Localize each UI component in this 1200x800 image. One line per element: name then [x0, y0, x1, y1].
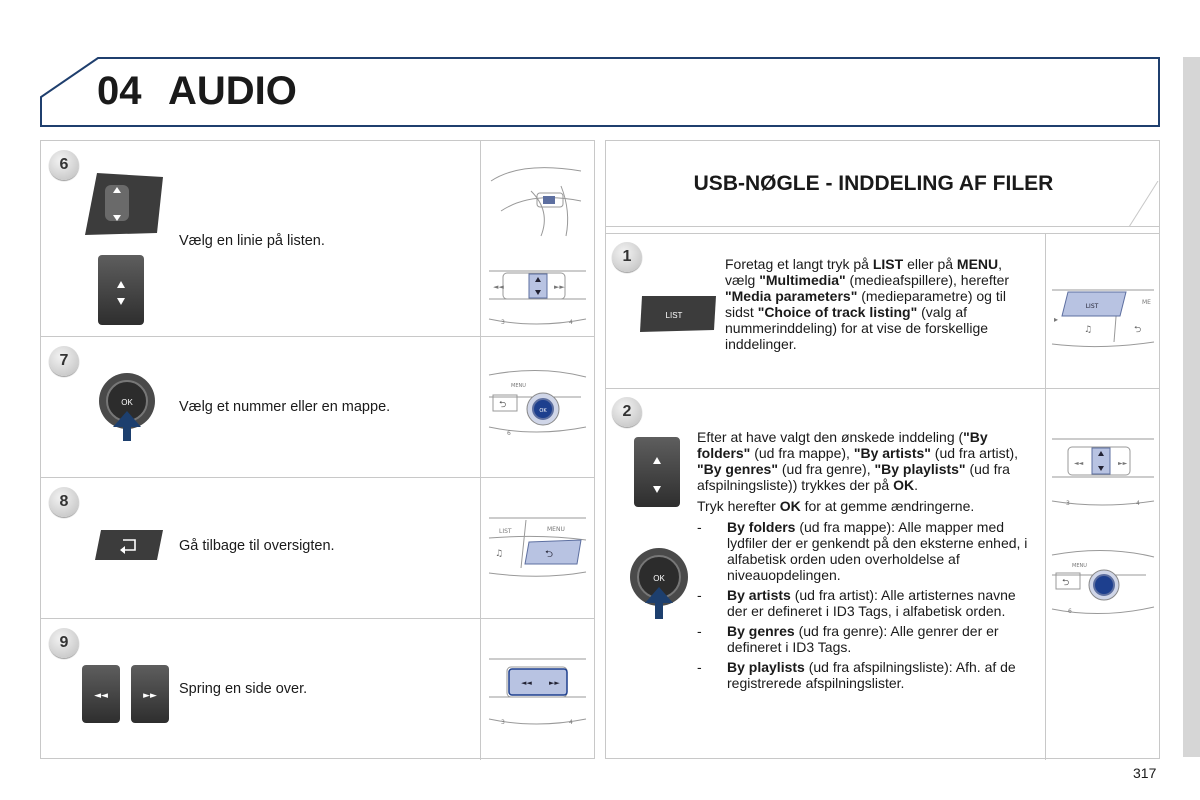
svg-text:♫: ♫ [495, 549, 504, 559]
svg-text:OK: OK [539, 408, 547, 414]
bullet-by-playlists: - By playlists (ud fra afspilningsliste): Afh. af de registrerede afspilningslister. [697, 659, 1016, 691]
svg-text:LIST: LIST [1085, 303, 1099, 310]
ok-knob-icon [97, 371, 157, 443]
usb-title-box [606, 141, 1159, 227]
chapter-title: AUDIO [168, 69, 297, 113]
step-text-9: Spring en side over. [179, 681, 308, 697]
steps-panel-right [605, 140, 1160, 759]
svg-text:OK: OK [653, 574, 665, 583]
step-badge-1: 1 [612, 242, 642, 272]
step-text-6: Vælg en linie på listen. [179, 233, 325, 249]
illustration-cell-2 [1045, 389, 1159, 760]
step-row-8 [41, 478, 594, 619]
svg-text:◄◄: ◄◄ [521, 679, 532, 687]
skip-buttons-console-illustration [481, 619, 594, 760]
step-text-8: Gå tilbage til oversigten. [179, 538, 335, 554]
steering-wheel-control-illustration [481, 141, 594, 337]
svg-text:►►: ►► [554, 283, 565, 291]
svg-text:MENU: MENU [511, 383, 526, 389]
chapter-number: 04 [97, 69, 142, 113]
step-badge-7: 7 [49, 346, 79, 376]
svg-text:◄◄: ◄◄ [1074, 460, 1084, 467]
svg-text:3: 3 [501, 319, 505, 326]
step-badge-2: 2 [612, 397, 642, 427]
step-row-6 [41, 141, 594, 337]
step-block-2 [606, 389, 1159, 760]
svg-text:♫: ♫ [1084, 325, 1093, 335]
step-block-1 [606, 233, 1159, 389]
svg-text:4: 4 [569, 319, 573, 326]
illustration-cell-7 [480, 337, 594, 477]
forward-page-button-icon [131, 665, 169, 723]
svg-text:⮌: ⮌ [1134, 325, 1142, 335]
svg-text:⮌: ⮌ [499, 400, 507, 410]
step-text-2 [697, 429, 1037, 691]
svg-text:MENU: MENU [1072, 563, 1087, 569]
step-2-save-note: Tryk herefter OK for at gemme ændringerne. [697, 498, 975, 514]
svg-text:OK: OK [121, 398, 133, 407]
svg-text:◄◄: ◄◄ [493, 283, 504, 291]
step-2-console-illustrations [1046, 389, 1159, 760]
usb-section-title: USB-NØGLE - INDDELING AF FILER [693, 172, 1054, 195]
chapter-header [40, 57, 1160, 127]
svg-text:3: 3 [1066, 500, 1070, 507]
bullet-by-folders: - By folders (ud fra mappe): Alle mapper med lydfiler der er genkendt på den eksterne enhed, i alfabetisk orden uden overholdelse af niveauopdelingen. [697, 519, 1028, 583]
svg-text:ME: ME [1142, 299, 1151, 306]
step-row-9 [41, 619, 594, 760]
bullet-by-genres: - By genres (ud fra genre): Alle genrer der er defineret i ID3 Tags. [697, 623, 999, 655]
svg-text:◄◄: ◄◄ [94, 691, 108, 701]
svg-text:►►: ►► [549, 679, 560, 687]
ok-knob-icon-2 [628, 547, 690, 621]
ok-knob-console-illustration [481, 337, 594, 478]
svg-text:⮌: ⮌ [1062, 578, 1070, 588]
up-down-button-icon-2 [634, 437, 680, 507]
back-button-console-illustration [481, 478, 594, 619]
illustration-cell-8 [480, 478, 594, 618]
svg-text:4: 4 [569, 719, 573, 726]
illustration-cell-1 [1045, 234, 1159, 388]
svg-text:3: 3 [501, 719, 505, 726]
back-button-icon [93, 528, 165, 562]
svg-text:MENU: MENU [547, 526, 565, 533]
svg-text:LIST: LIST [665, 311, 683, 320]
svg-text:►►: ►► [1118, 460, 1128, 467]
svg-text:LIST: LIST [499, 528, 512, 535]
step-row-7 [41, 337, 594, 478]
step-2-intro: Efter at have valgt den ønskede inddeling ("By folders" (ud fra mappe), "By artists" (ud fra artist), "By genres" (ud fra genre), "By playlists" (ud fra afspilningsliste)) trykkes der på OK. [697, 429, 1019, 493]
svg-text:4: 4 [1136, 500, 1140, 507]
rewind-page-button-icon [82, 665, 120, 723]
scroll-wheel-control-icon [83, 171, 165, 237]
list-button-console-illustration [1046, 234, 1159, 388]
step-badge-9: 9 [49, 628, 79, 658]
svg-text:⮌: ⮌ [545, 549, 554, 560]
illustration-cell-9 [480, 619, 594, 760]
svg-text:6: 6 [1068, 608, 1072, 615]
steps-panel-left [40, 140, 595, 759]
svg-text:►►: ►► [143, 691, 157, 701]
step-text-1: Foretag et langt tryk på LIST eller på MENU, vælg "Multimedia" (medieafspillere), herefter "Media parameters" (medieparametre) og til sidst "Choice of track listing" (valg af nummerinddeling) for at vise de forskellige inddelinger. [725, 256, 1010, 352]
list-button-icon [638, 294, 718, 334]
step-badge-6: 6 [49, 150, 79, 180]
up-down-button-icon [98, 255, 144, 325]
svg-text:6: 6 [507, 430, 511, 437]
page-number: 317 [1133, 765, 1157, 781]
step-text-7: Vælg et nummer eller en mappe. [179, 399, 391, 415]
illustration-cell-6 [480, 141, 594, 336]
step-badge-8: 8 [49, 487, 79, 517]
bullet-by-artists: - By artists (ud fra artist): Alle artisternes navne der er defineret i ID3 Tags, i alfabetisk orden. [697, 587, 1016, 619]
svg-text:▸: ▸ [1054, 315, 1059, 324]
chapter-tab-strip [1183, 57, 1200, 757]
